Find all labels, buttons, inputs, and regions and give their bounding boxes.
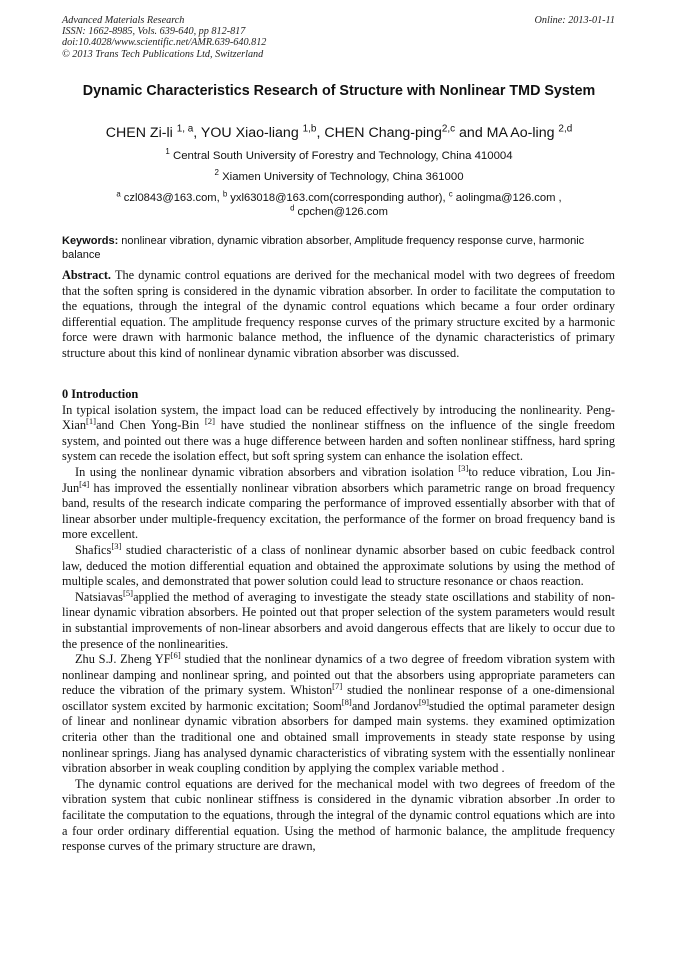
keywords-text: nonlinear vibration, dynamic vibration absorber, Amplitude frequency response curve, harmonic balance: [62, 235, 585, 261]
affiliation-text: Xiamen University of Technology, China 361000: [218, 171, 464, 183]
section-heading: 0 Introduction: [62, 387, 139, 401]
paragraph-text: to reduce vibration, Lou Jin-Jun: [62, 464, 615, 495]
doi-line: doi:10.4028/www.scientific.net/AMR.639-640.812: [62, 37, 267, 49]
keywords-label: Keywords:: [62, 235, 119, 247]
email-mark: d: [290, 203, 295, 213]
body-paragraph: [62, 462, 615, 543]
email-mark: c: [448, 189, 453, 199]
paragraph-text: applied the method of averaging to investigate the steady state oscillations and stability of non-linear dynamic vibration absorbers. He pointed out that proper selection of the system parameters would result in substantial improvements of non-linear absorbers and avoid dangerous effects that are likely to occur due to the presence of the nonlinearities.: [62, 589, 615, 651]
affiliation-2: [60, 170, 618, 184]
author-name: YOU Xiao-liang: [200, 125, 303, 141]
body-paragraph: [62, 587, 615, 652]
email-list: [62, 191, 616, 219]
author-affil-mark: 2,c: [441, 123, 456, 135]
citation-ref: [6]: [170, 649, 181, 660]
author-separator: and: [455, 125, 487, 141]
paragraph-text: In typical isolation system, the impact load can be reduced effectively by introducing the nonlinearity. Peng-Xian: [62, 402, 615, 433]
paragraph-text: and Jordanov: [351, 698, 419, 713]
author-affil-mark: 2,d: [558, 123, 573, 135]
author-separator: ,: [316, 125, 325, 141]
paragraph-text: studied characteristic of a class of nonlinear dynamic absorber based on cubic feedback control law, deduced the motion differential equation and obtained the approximate solutions by using the method of multiple scales, and demonstrated that power solution could lead to structure resonance or chaos reaction.: [62, 542, 615, 589]
paragraph-text: have studied the nonlinear stiffness on the influence of the single freedom system, and pointed out there was a huge difference between harden and soften nonlinear stiffness, hard spring system can recede the isolation effect, but soft spring system can enhance the isolation effect.: [62, 418, 615, 464]
author-name: CHEN Chang-ping: [324, 125, 442, 141]
journal-name: Advanced Materials Research: [62, 15, 185, 26]
paragraph-text: Zhu S.J. Zheng YF: [75, 652, 171, 667]
paragraph-text: studied the optimal parameter design of linear and nonlinear dynamic vibration absorbers for damped main systems. they examined optimization criteria other than the traditional one and obtained small improvements in steady state response by using nonlinear springs. Jiang has analysed dynamic characteristics of vibrating system with the essentially nonlinear vibration absorber in weak coupling condition by applying the complex variable method .: [62, 698, 615, 776]
affiliation-1: [60, 149, 618, 163]
paragraph-text: studied the nonlinear response of a one-dimensional oscillator system excited by harmonic excitation; Soom: [62, 683, 615, 713]
citation-ref: [9]: [418, 696, 429, 707]
paragraph-text: and Chen Yong-Bin: [96, 418, 205, 433]
email-text: yxl63018@163.com(corresponding author),: [227, 192, 449, 204]
paragraph-text: Shafics: [75, 542, 112, 557]
online-date: Online: 2013-01-11: [534, 15, 615, 26]
paper-title: Dynamic Characteristics Research of Structure with Nonlinear TMD System: [82, 83, 596, 99]
abstract-text: The dynamic control equations are derived for the mechanical model with two degrees of freedom that the soften spring is considered in the dynamic vibration absorber. In order to facilitate the computation to the equations, through the integral of the dynamic control equations which became a four order ordinary differential equation. The amplitude frequency response curves of the primary structure excited by a harmonic force were drawn with harmonic balance method, the influence of the dynamic characteristics of primary structure about this kind of nonlinear dynamic vibration absorber was discussed.: [62, 268, 615, 360]
paragraph-text: The dynamic control equations are derived for the mechanical model with two degrees of freedom of the vibration system that cubic nonlinear stiffness is considered in the dynamic vibration absorber .In order to facilitate the computation to the equations, through the integral of the dynamic control equations which are into a four order ordinary differential equation. Using the method of harmonic balance, the amplitude frequency response curves of the primary structure are drawn,: [62, 776, 615, 854]
citation-ref: [4]: [79, 478, 90, 489]
author-name: MA Ao-ling: [486, 125, 559, 141]
body-paragraph: [62, 649, 615, 777]
introduction-body: [62, 403, 615, 855]
citation-ref: [8]: [341, 696, 352, 707]
paragraph-text: In using the nonlinear dynamic vibration absorbers and vibration isolation: [75, 464, 459, 479]
author-affil-mark: 1, a: [176, 123, 194, 135]
author-affil-mark: 1,b: [302, 123, 317, 135]
issn-line: ISSN: 1662-8985, Vols. 639-640, pp 812-817: [62, 26, 246, 38]
email-mark: b: [222, 189, 228, 199]
citation-ref: [7]: [332, 681, 343, 692]
affiliation-mark: 2: [214, 168, 219, 178]
author-separator: ,: [193, 125, 201, 141]
abstract-label: Abstract.: [62, 268, 112, 282]
citation-ref: [3]: [111, 540, 122, 551]
paragraph-text: studied that the nonlinear dynamics of a two degree of freedom vibration system with nonlinear damping and nonlinear spring, and pointed out that the absorbers using appropriate parameters can reduce the vibration of the primary system. Whiston: [62, 652, 615, 698]
introduction-section: [62, 387, 615, 855]
affiliation-text: Central South University of Forestry and Technology, China 410004: [169, 150, 513, 162]
keywords: [62, 235, 615, 262]
body-paragraph: [62, 540, 615, 590]
citation-ref: [5]: [123, 587, 134, 598]
email-mark: a: [116, 189, 121, 199]
citation-ref: [2]: [204, 416, 215, 427]
copyright-line: © 2013 Trans Tech Publications Ltd, Switzerland: [62, 48, 264, 60]
abstract: [62, 268, 615, 362]
paragraph-text: has improved the essentially nonlinear vibration absorbers which parametric range on broad frequency band, results of the research indicate comparing the performance of improved essentially absorber with that of linear absorber under multiple-frequency excitation, the performance of the former on broad frequency band is more excellent.: [62, 480, 615, 542]
paragraph-text: Natsiavas: [75, 589, 123, 604]
citation-ref: [1]: [86, 416, 97, 427]
email-text: aolingma@126.com ,: [452, 192, 562, 204]
affiliation-mark: 1: [165, 147, 170, 157]
email-text: cpchen@126.com: [294, 206, 388, 218]
citation-ref: [3]: [458, 462, 469, 473]
author-list: [56, 124, 622, 142]
body-paragraph: [62, 777, 615, 855]
journal-header: [62, 15, 615, 60]
email-text: czl0843@163.com,: [120, 192, 223, 204]
author-name: CHEN Zi-li: [105, 125, 177, 141]
body-paragraph: [62, 403, 615, 465]
